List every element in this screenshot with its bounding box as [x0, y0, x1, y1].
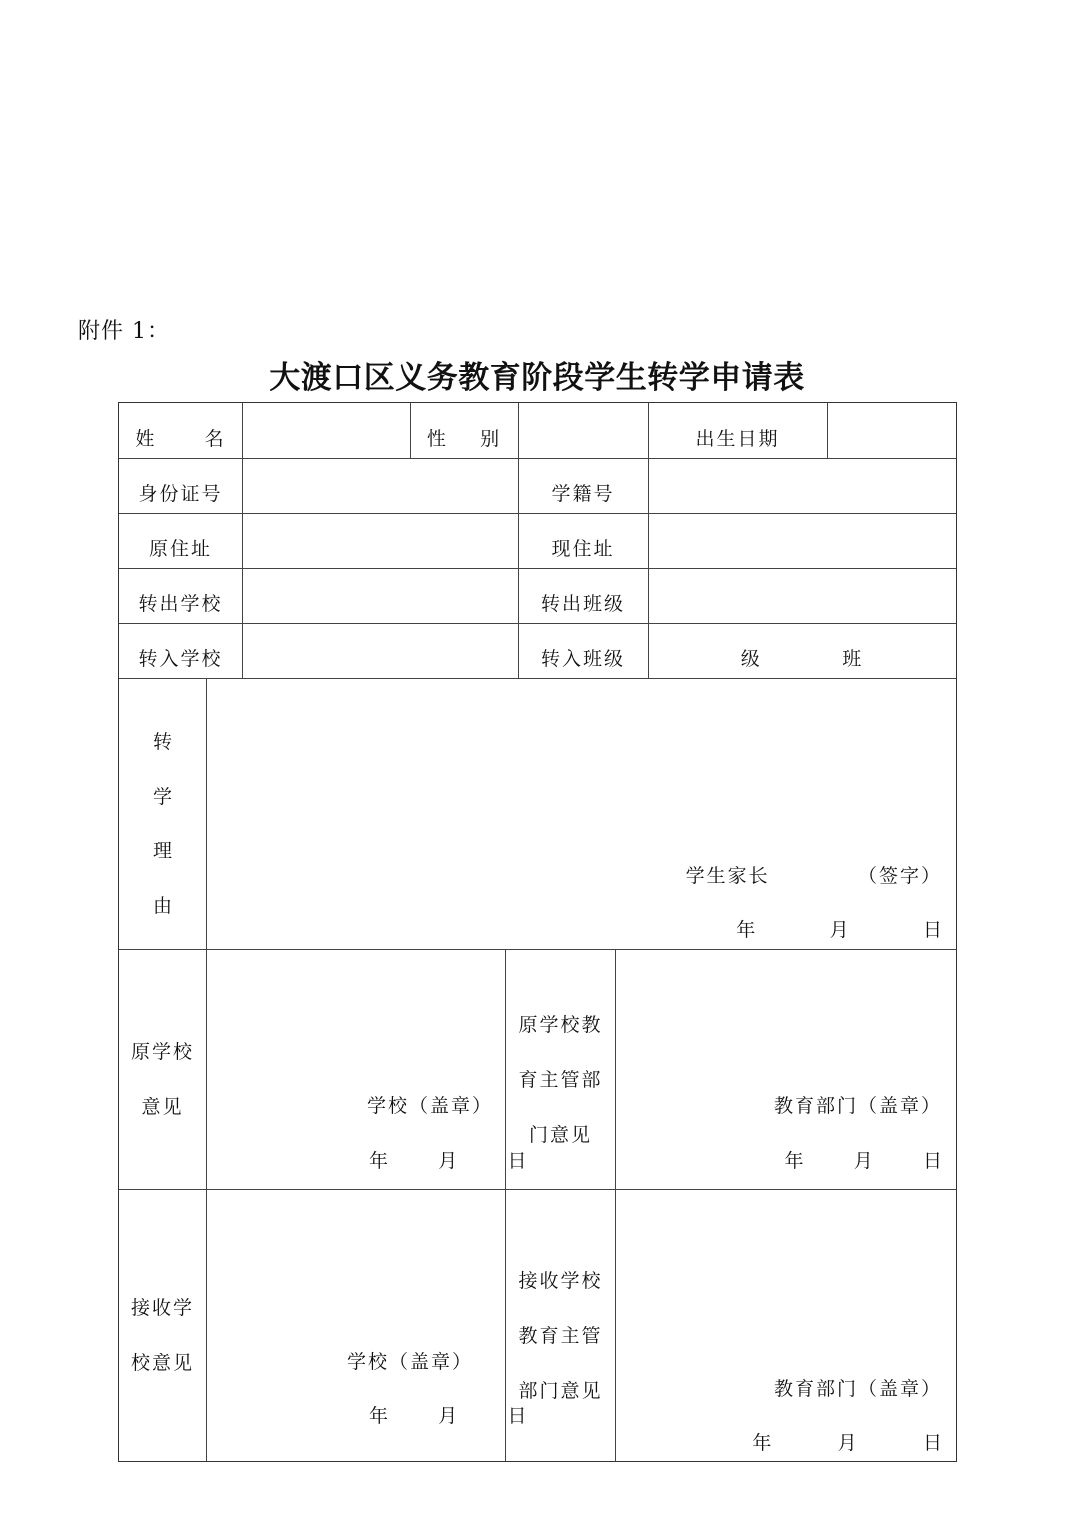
original-edu-dept-label-line: 门意见	[528, 1124, 592, 1146]
original-school-stamp: 学校（盖章）	[367, 1095, 494, 1117]
original-school-date: 年 月 日	[369, 1150, 529, 1172]
transfer-in-school-field[interactable]	[243, 624, 518, 678]
original-edu-dept-label-line: 原学校教	[518, 1014, 603, 1036]
transfer-out-class-label: 转出班级	[540, 593, 625, 615]
receiving-school-date: 年 月 日	[369, 1405, 529, 1427]
receiving-edu-dept-label-line: 接收学校	[518, 1270, 603, 1292]
current-address-field[interactable]	[649, 514, 956, 568]
original-school-label	[119, 1025, 206, 1135]
original-address-field[interactable]	[243, 514, 518, 568]
reason-label-char: 转	[153, 731, 173, 753]
original-edu-dept-opinion-field[interactable]	[616, 950, 956, 1080]
form-title: 大渡口区义务教育阶段学生转学申请表	[269, 360, 805, 396]
transfer-application-form	[118, 402, 957, 1462]
receiving-edu-dept-date: 年 月 日	[752, 1432, 944, 1454]
original-address-label: 原住址	[148, 538, 212, 560]
transfer-out-class-field[interactable]	[649, 569, 956, 623]
reason-date: 年 月 日	[736, 919, 944, 941]
id-number-field[interactable]	[243, 459, 518, 513]
current-address-label: 现住址	[551, 538, 615, 560]
receiving-edu-dept-opinion-field[interactable]	[616, 1190, 956, 1360]
reason-label-char: 由	[153, 895, 173, 917]
transfer-out-school-label: 转出学校	[138, 593, 223, 615]
student-number-label: 学籍号	[551, 483, 615, 505]
reason-label-char: 理	[153, 840, 173, 862]
transfer-in-school-label: 转入学校	[138, 648, 223, 670]
original-edu-dept-label-line: 育主管部	[518, 1069, 603, 1091]
receiving-school-stamp: 学校（盖章）	[347, 1351, 474, 1373]
receiving-edu-dept-stamp: 教育部门（盖章）	[773, 1378, 942, 1400]
original-edu-dept-label	[506, 998, 615, 1163]
name-label: 姓 名	[135, 428, 226, 450]
transfer-out-school-field[interactable]	[243, 569, 518, 623]
receiving-school-label-line: 校意见	[130, 1352, 194, 1374]
gender-field[interactable]	[519, 403, 648, 458]
gender-label: 性 别	[426, 428, 502, 450]
transfer-in-class-label: 转入班级	[540, 648, 625, 670]
id-number-label: 身份证号	[138, 483, 223, 505]
birth-date-label: 出生日期	[695, 428, 780, 450]
original-school-label-line: 意见	[141, 1096, 184, 1118]
attachment-label: 附件 1：	[78, 319, 170, 344]
student-number-field[interactable]	[649, 459, 956, 513]
receiving-edu-dept-label	[506, 1254, 615, 1419]
original-school-label-line: 原学校	[130, 1041, 194, 1063]
receiving-school-label-line: 接收学	[130, 1297, 194, 1319]
parent-signature-label: 学生家长 （签字）	[685, 865, 942, 887]
reason-label-char: 学	[153, 786, 173, 808]
reason-field[interactable]	[207, 679, 956, 859]
name-field[interactable]	[243, 403, 410, 458]
birth-date-field[interactable]	[828, 403, 956, 458]
grade-class-text: 级 班	[740, 648, 864, 670]
original-edu-dept-stamp: 教育部门（盖章）	[773, 1095, 942, 1117]
original-school-opinion-field[interactable]	[207, 950, 505, 1080]
receiving-school-opinion-field[interactable]	[207, 1190, 505, 1340]
receiving-school-label	[119, 1281, 206, 1391]
receiving-edu-dept-label-line: 教育主管	[518, 1325, 603, 1347]
original-edu-dept-date: 年 月 日	[784, 1150, 944, 1172]
receiving-edu-dept-label-line: 部门意见	[518, 1380, 603, 1402]
